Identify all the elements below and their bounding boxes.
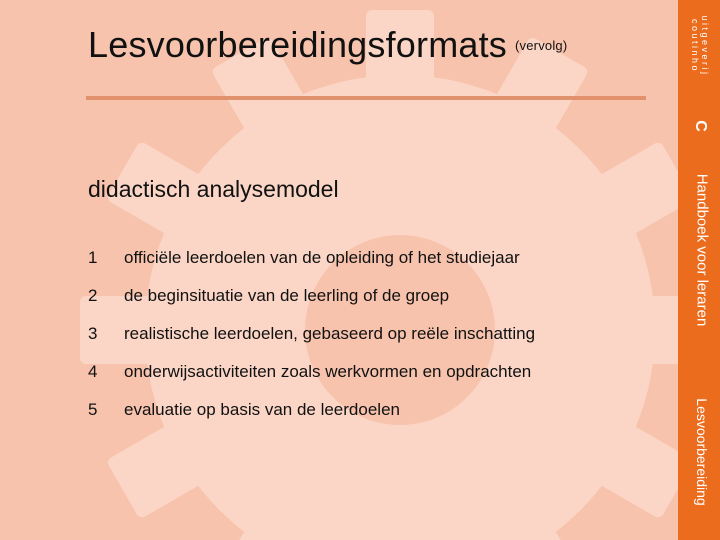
page-title-text: Lesvoorbereidingsformats: [88, 24, 508, 65]
publisher-logo: [690, 15, 710, 76]
list-item-text: realistische leerdoelen, gebaseerd op reële inschatting: [124, 324, 536, 343]
analysis-list: [88, 248, 535, 438]
chapter-label: Lesvoorbereiding: [694, 398, 710, 506]
list-item-number: 5: [88, 400, 98, 419]
list-item-number: 1: [88, 248, 98, 267]
list-item-text: officiële leerdoelen van de opleiding of het studiejaar: [124, 248, 520, 267]
publisher-line-2: coutinho: [690, 18, 700, 74]
list-item: [88, 286, 535, 324]
list-item: [88, 324, 535, 362]
publisher-line-1: uitgeverij: [700, 15, 710, 77]
list-item-number: 4: [88, 362, 98, 381]
title-divider: [86, 96, 646, 100]
list-item-number: 2: [88, 286, 98, 305]
list-item-text: onderwijsactiviteiten zoals werkvormen en opdrachten: [124, 362, 532, 381]
book-title: Handboek voor leraren: [693, 173, 711, 327]
list-item-number: 3: [88, 324, 98, 343]
page-subtitle: (vervolg): [515, 37, 568, 53]
page-title: [88, 24, 567, 66]
list-item-text: de beginsituatie van de leerling of de groep: [124, 286, 450, 305]
list-item: [88, 248, 535, 286]
list-item-text: evaluatie op basis van de leerdoelen: [124, 400, 400, 419]
list-item: [88, 400, 535, 438]
brand-logo-icon: C: [692, 120, 709, 132]
list-item: [88, 362, 535, 400]
section-heading: didactisch analysemodel: [88, 176, 339, 202]
